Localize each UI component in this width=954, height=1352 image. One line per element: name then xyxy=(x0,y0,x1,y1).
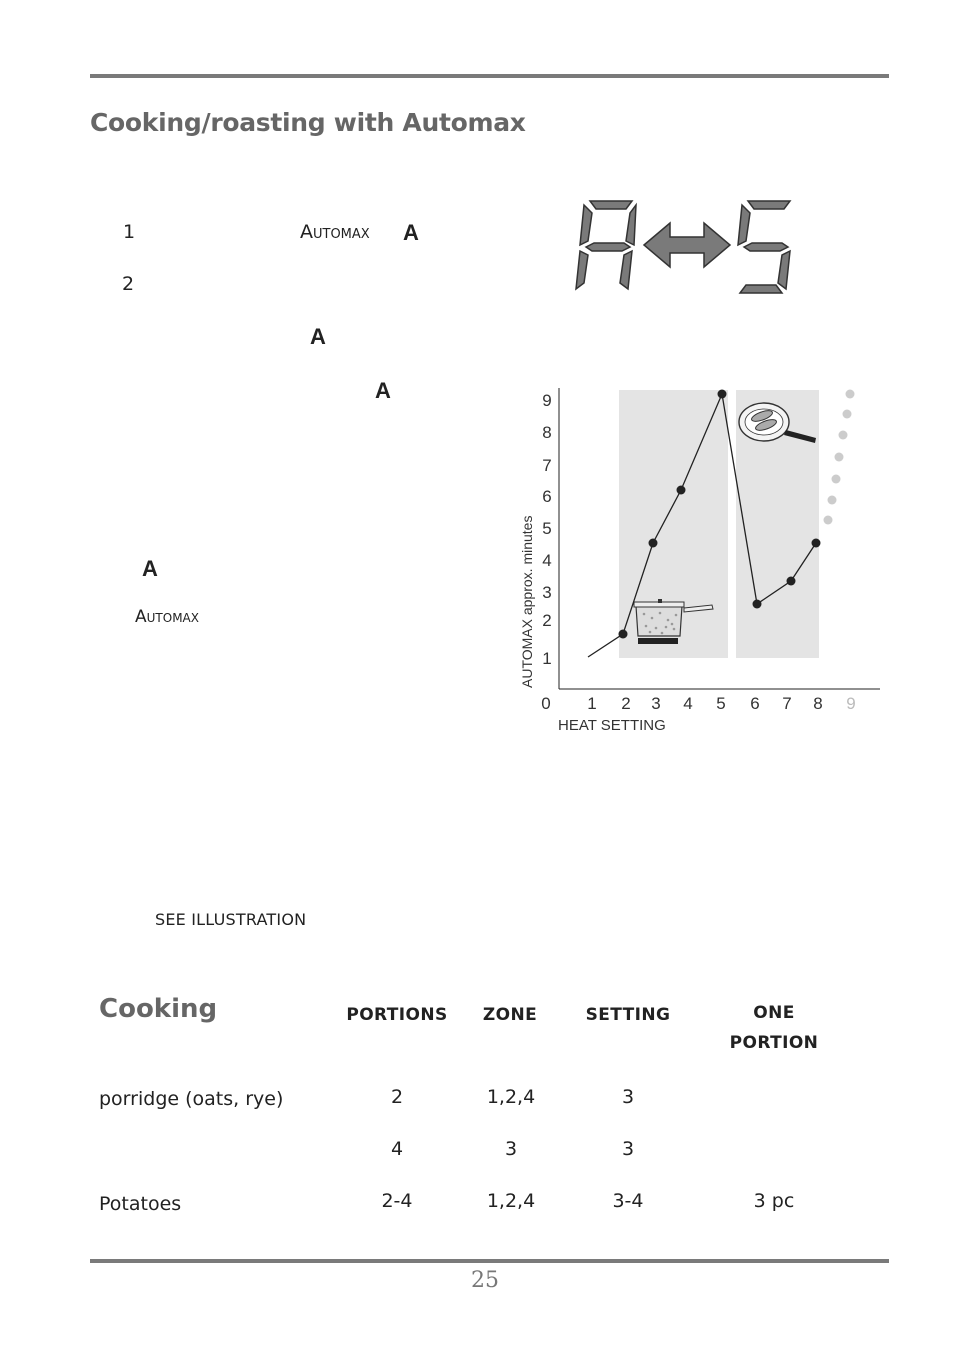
automax-chart xyxy=(510,380,900,745)
row-zone: 1,2,4 xyxy=(486,1190,536,1212)
key-a-2: A xyxy=(375,378,391,403)
y-tick-label: 5 xyxy=(542,519,552,538)
row-portions: 4 xyxy=(390,1138,404,1160)
x-tick-label: 3 xyxy=(651,694,661,713)
row-zone: 1,2,4 xyxy=(486,1086,536,1108)
key-a-3: A xyxy=(142,556,158,581)
x-tick-label: 5 xyxy=(716,694,726,713)
automax-label: Automax xyxy=(135,607,199,627)
double-arrow-icon xyxy=(644,223,730,267)
y-tick-label: 4 xyxy=(542,551,552,570)
bottom-rule xyxy=(90,1259,889,1263)
y-tick-label: 6 xyxy=(542,487,552,506)
x-tick-label: 9 xyxy=(846,694,856,713)
header-portion-line: PORTION xyxy=(729,1033,819,1053)
row-name: porridge (oats, rye) xyxy=(99,1088,284,1110)
y-tick-label: 2 xyxy=(542,611,552,630)
x-tick-label: 8 xyxy=(813,694,823,713)
top-rule xyxy=(90,74,889,78)
page-title: Cooking/roasting with Automax xyxy=(90,108,526,137)
grey-dot xyxy=(846,390,855,399)
grey-dot xyxy=(839,431,848,440)
data-point xyxy=(677,486,686,495)
row-zone: 3 xyxy=(504,1138,518,1160)
step-1-key-a: A xyxy=(403,220,419,245)
row-portions: 2 xyxy=(390,1086,404,1108)
row-one-portion: 3 pc xyxy=(753,1190,795,1212)
header-one-portion xyxy=(714,1005,834,1058)
grey-dot xyxy=(835,453,844,462)
grey-dot xyxy=(824,516,833,525)
step-2-number: 2 xyxy=(122,273,135,295)
y-tick-label: 7 xyxy=(542,456,552,475)
row-portions: 2-4 xyxy=(381,1190,413,1212)
grey-dot xyxy=(828,496,837,505)
header-zone: ZONE xyxy=(482,1005,538,1025)
data-point xyxy=(619,630,628,639)
x-tick-label: 2 xyxy=(621,694,631,713)
grey-dot xyxy=(832,475,841,484)
data-point xyxy=(812,539,821,548)
x-tick-label: 1 xyxy=(587,694,597,713)
header-setting: SETTING xyxy=(585,1005,671,1025)
x-tick-label: 6 xyxy=(750,694,760,713)
y-tick-label: 9 xyxy=(542,391,552,410)
cooking-table-title: Cooking xyxy=(99,994,218,1024)
step-1-number: 1 xyxy=(123,221,136,243)
x-tick-label: 4 xyxy=(683,694,693,713)
segment-digit-5 xyxy=(738,201,790,293)
data-point xyxy=(787,577,796,586)
see-illustration-note: SEE ILLUSTRATION xyxy=(155,910,307,929)
data-point xyxy=(753,600,762,609)
y-tick-label: 3 xyxy=(542,583,552,602)
step-1-automax-label: Automax xyxy=(300,221,370,243)
row-name: Potatoes xyxy=(99,1193,182,1215)
row-setting: 3 xyxy=(621,1086,635,1108)
grey-dot xyxy=(843,410,852,419)
row-setting: 3 xyxy=(621,1138,635,1160)
header-one-line: ONE xyxy=(753,1003,795,1023)
x-tick-label: 7 xyxy=(782,694,792,713)
y-axis-label: AUTOMAX approx. minutes xyxy=(519,515,535,688)
row-setting: 3-4 xyxy=(612,1190,644,1212)
x-tick-label: 0 xyxy=(541,694,551,713)
segment-letter-a xyxy=(576,201,636,289)
y-tick-label: 1 xyxy=(542,649,552,668)
data-point xyxy=(649,539,658,548)
x-axis-label: HEAT SETTING xyxy=(558,717,666,734)
page-number: 25 xyxy=(471,1268,499,1293)
automax-display xyxy=(570,195,800,300)
data-point xyxy=(718,390,727,399)
header-portions: PORTIONS xyxy=(346,1005,448,1025)
key-a-1: A xyxy=(310,324,326,349)
y-tick-label: 8 xyxy=(542,423,552,442)
